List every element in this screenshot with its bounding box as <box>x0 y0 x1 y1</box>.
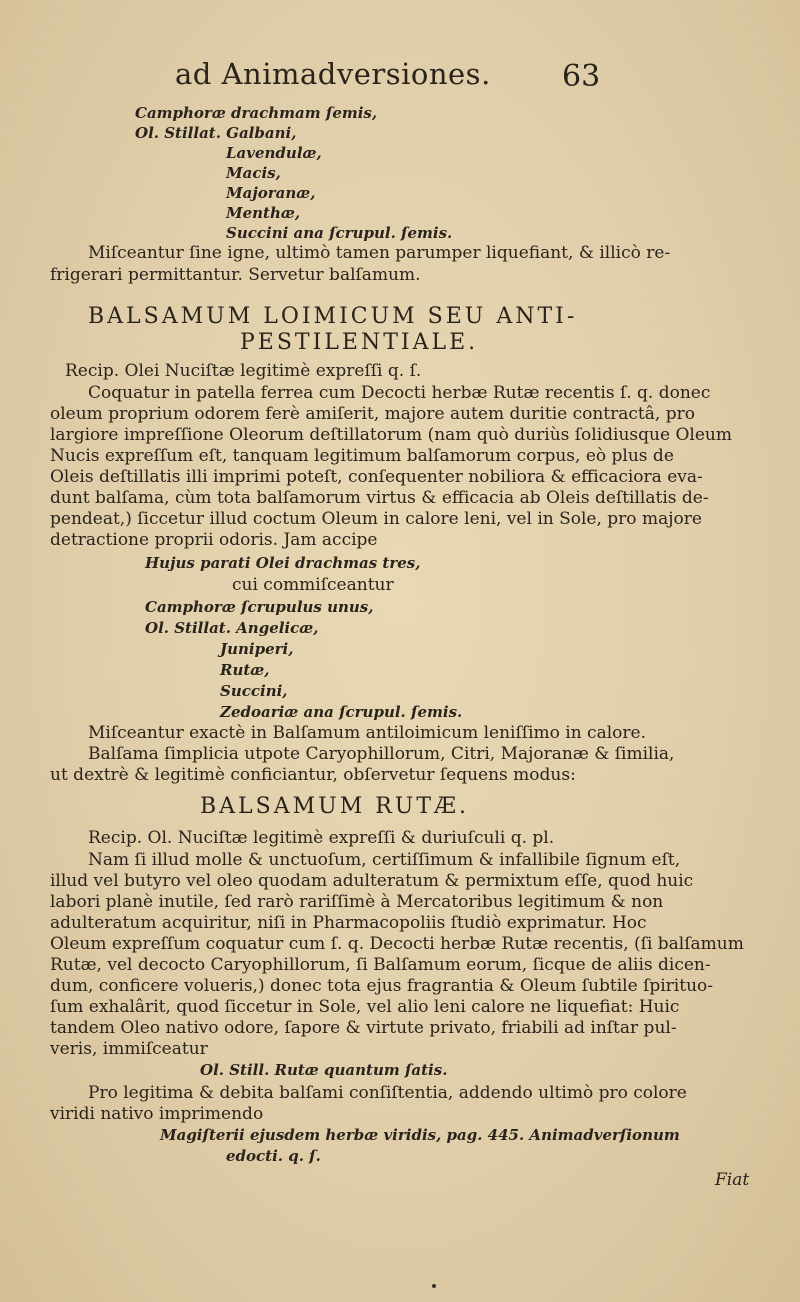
ingredient-line: Camphoræ drachmam ſemis, <box>135 104 378 122</box>
text-line: illud vel butyro vel oleo quodam adulteratum & permixtum eſſe, quod huic <box>50 871 694 891</box>
text-line: dunt balſama, cùm tota balſamorum virtus & efficacia ab Oleis deſtillatis de- <box>50 488 709 508</box>
reference-line: Magiſterii ejusdem herbæ viridis, pag. 445. Animadverſionum <box>160 1126 680 1144</box>
text-line: Pro legitima & debita balſami conſiſtentia, addendo ultimò pro colore <box>88 1083 687 1103</box>
text-line: veris, immiſceatur <box>50 1039 208 1059</box>
text-line: viridi nativo imprimendo <box>50 1104 264 1124</box>
text-line: cui commiſceantur <box>232 575 394 595</box>
ingredient-line: Succini ana ſcrupul. ſemis. <box>226 224 453 242</box>
ingredient-line: Ol. Stillat. Galbani, <box>135 124 297 142</box>
text-line: dum, conficere volueris,) donec tota ejus fragrantia & Oleum ſubtile ſpirituo- <box>50 976 714 996</box>
ingredient-line: Ol. Stillat. Angelicæ, <box>145 619 319 637</box>
section-heading: PESTILENTIALE. <box>240 330 479 355</box>
ingredient-line: Macis, <box>226 164 281 182</box>
ingredient-line: Zedoariæ ana ſcrupul. ſemis. <box>220 703 463 721</box>
text-line: labori planè inutile, ſed rarò rariſſimè à Mercatoribus legitimum & non <box>50 892 664 912</box>
section-heading: BALSAMUM LOIMICUM SEU ANTI- <box>88 304 578 329</box>
ingredient-line: Majoranæ, <box>226 184 316 202</box>
text-line: ſum exhalârit, quod ſiccetur in Sole, vel alio leni calore ne liquefiat: Huic <box>50 997 680 1017</box>
section-heading: BALSAMUM RUTÆ. <box>200 794 470 819</box>
text-line: Nucis expreſſum eſt, tanquam legitimum balſamorum corpus, eò plus de <box>50 446 674 466</box>
text-line: Coquatur in patella ferrea cum Decocti herbæ Rutæ recentis ſ. q. donec <box>88 383 711 403</box>
ingredient-line: Hujus parati Olei drachmas tres, <box>145 554 421 572</box>
text-line: largiore impreſſione Oleorum deſtillatorum (nam quò duriùs ſolidiusque Oleum <box>50 425 732 445</box>
text-line: Rutæ, vel decocto Caryophillorum, ſi Balſamum eorum, ſicque de aliis dicen- <box>50 955 711 975</box>
text-line: oleum proprium odorem ferè amiſerit, majore autem duritie contractâ, pro <box>50 404 695 424</box>
text-line: ut dextrè & legitimè conficiantur, obſervetur ſequens modus: <box>50 765 576 785</box>
ingredient-line: Rutæ, <box>220 661 270 679</box>
ingredient-line: Succini, <box>220 682 288 700</box>
text-line: Oleum expreſſum coquatur cum ſ. q. Decocti herbæ Rutæ recentis, (ſi balſamum <box>50 934 744 954</box>
ingredient-line: Juniperi, <box>220 640 294 658</box>
text-line: Nam ſi illud molle & unctuoſum, certiſſimum & infallibile ſignum eſt, <box>88 850 681 870</box>
ingredient-line: Menthæ, <box>226 204 301 222</box>
running-head: ad Animadversiones. <box>175 57 491 91</box>
ingredient-line: Camphoræ ſcrupulus unus, <box>145 598 374 616</box>
recipe-line: Recip. Olei Nuciſtæ legitimè expreſſi q. ſ. <box>65 361 422 381</box>
text-line: adulteratum acquiritur, niſi in Pharmacopoliis ſtudiò exprimatur. Hoc <box>50 913 647 933</box>
text-line: Balſama ſimplicia utpote Caryophillorum, Citri, Majoranæ & ſimilia, <box>88 744 675 764</box>
page-number: 63 <box>562 59 601 94</box>
text-line: tandem Oleo nativo odore, ſapore & virtute privato, friabili ad inſtar pul- <box>50 1018 677 1038</box>
text-line: pendeat,) ſiccetur illud coctum Oleum in calore leni, vel in Sole, pro majore <box>50 509 702 529</box>
text-line: detractione proprii odoris. Jam accipe <box>50 530 378 550</box>
recipe-line: Recip. Ol. Nuciſtæ legitimè expreſſi & duriuſculi q. pl. <box>88 828 555 848</box>
text-line: Miſceantur exactè in Balſamum antiloimicum leniſſimo in calore. <box>88 723 646 743</box>
instruction-line: frigerari permittantur. Servetur balſamum. <box>50 265 421 285</box>
ingredient-line: Lavendulæ, <box>226 144 322 162</box>
reference-line: edocti. q. ſ. <box>226 1147 321 1165</box>
instruction-line: Miſceantur ſine igne, ultimò tamen parumper liquefiant, & illicò re- <box>88 243 671 263</box>
catchword: Fiat <box>715 1170 750 1190</box>
text-line: Oleis deſtillatis illi imprimi poteſt, conſequenter nobiliora & efficaciora eva- <box>50 467 703 487</box>
paper-speck <box>432 1284 436 1288</box>
ingredient-line: Ol. Still. Rutæ quantum ſatis. <box>200 1061 448 1079</box>
